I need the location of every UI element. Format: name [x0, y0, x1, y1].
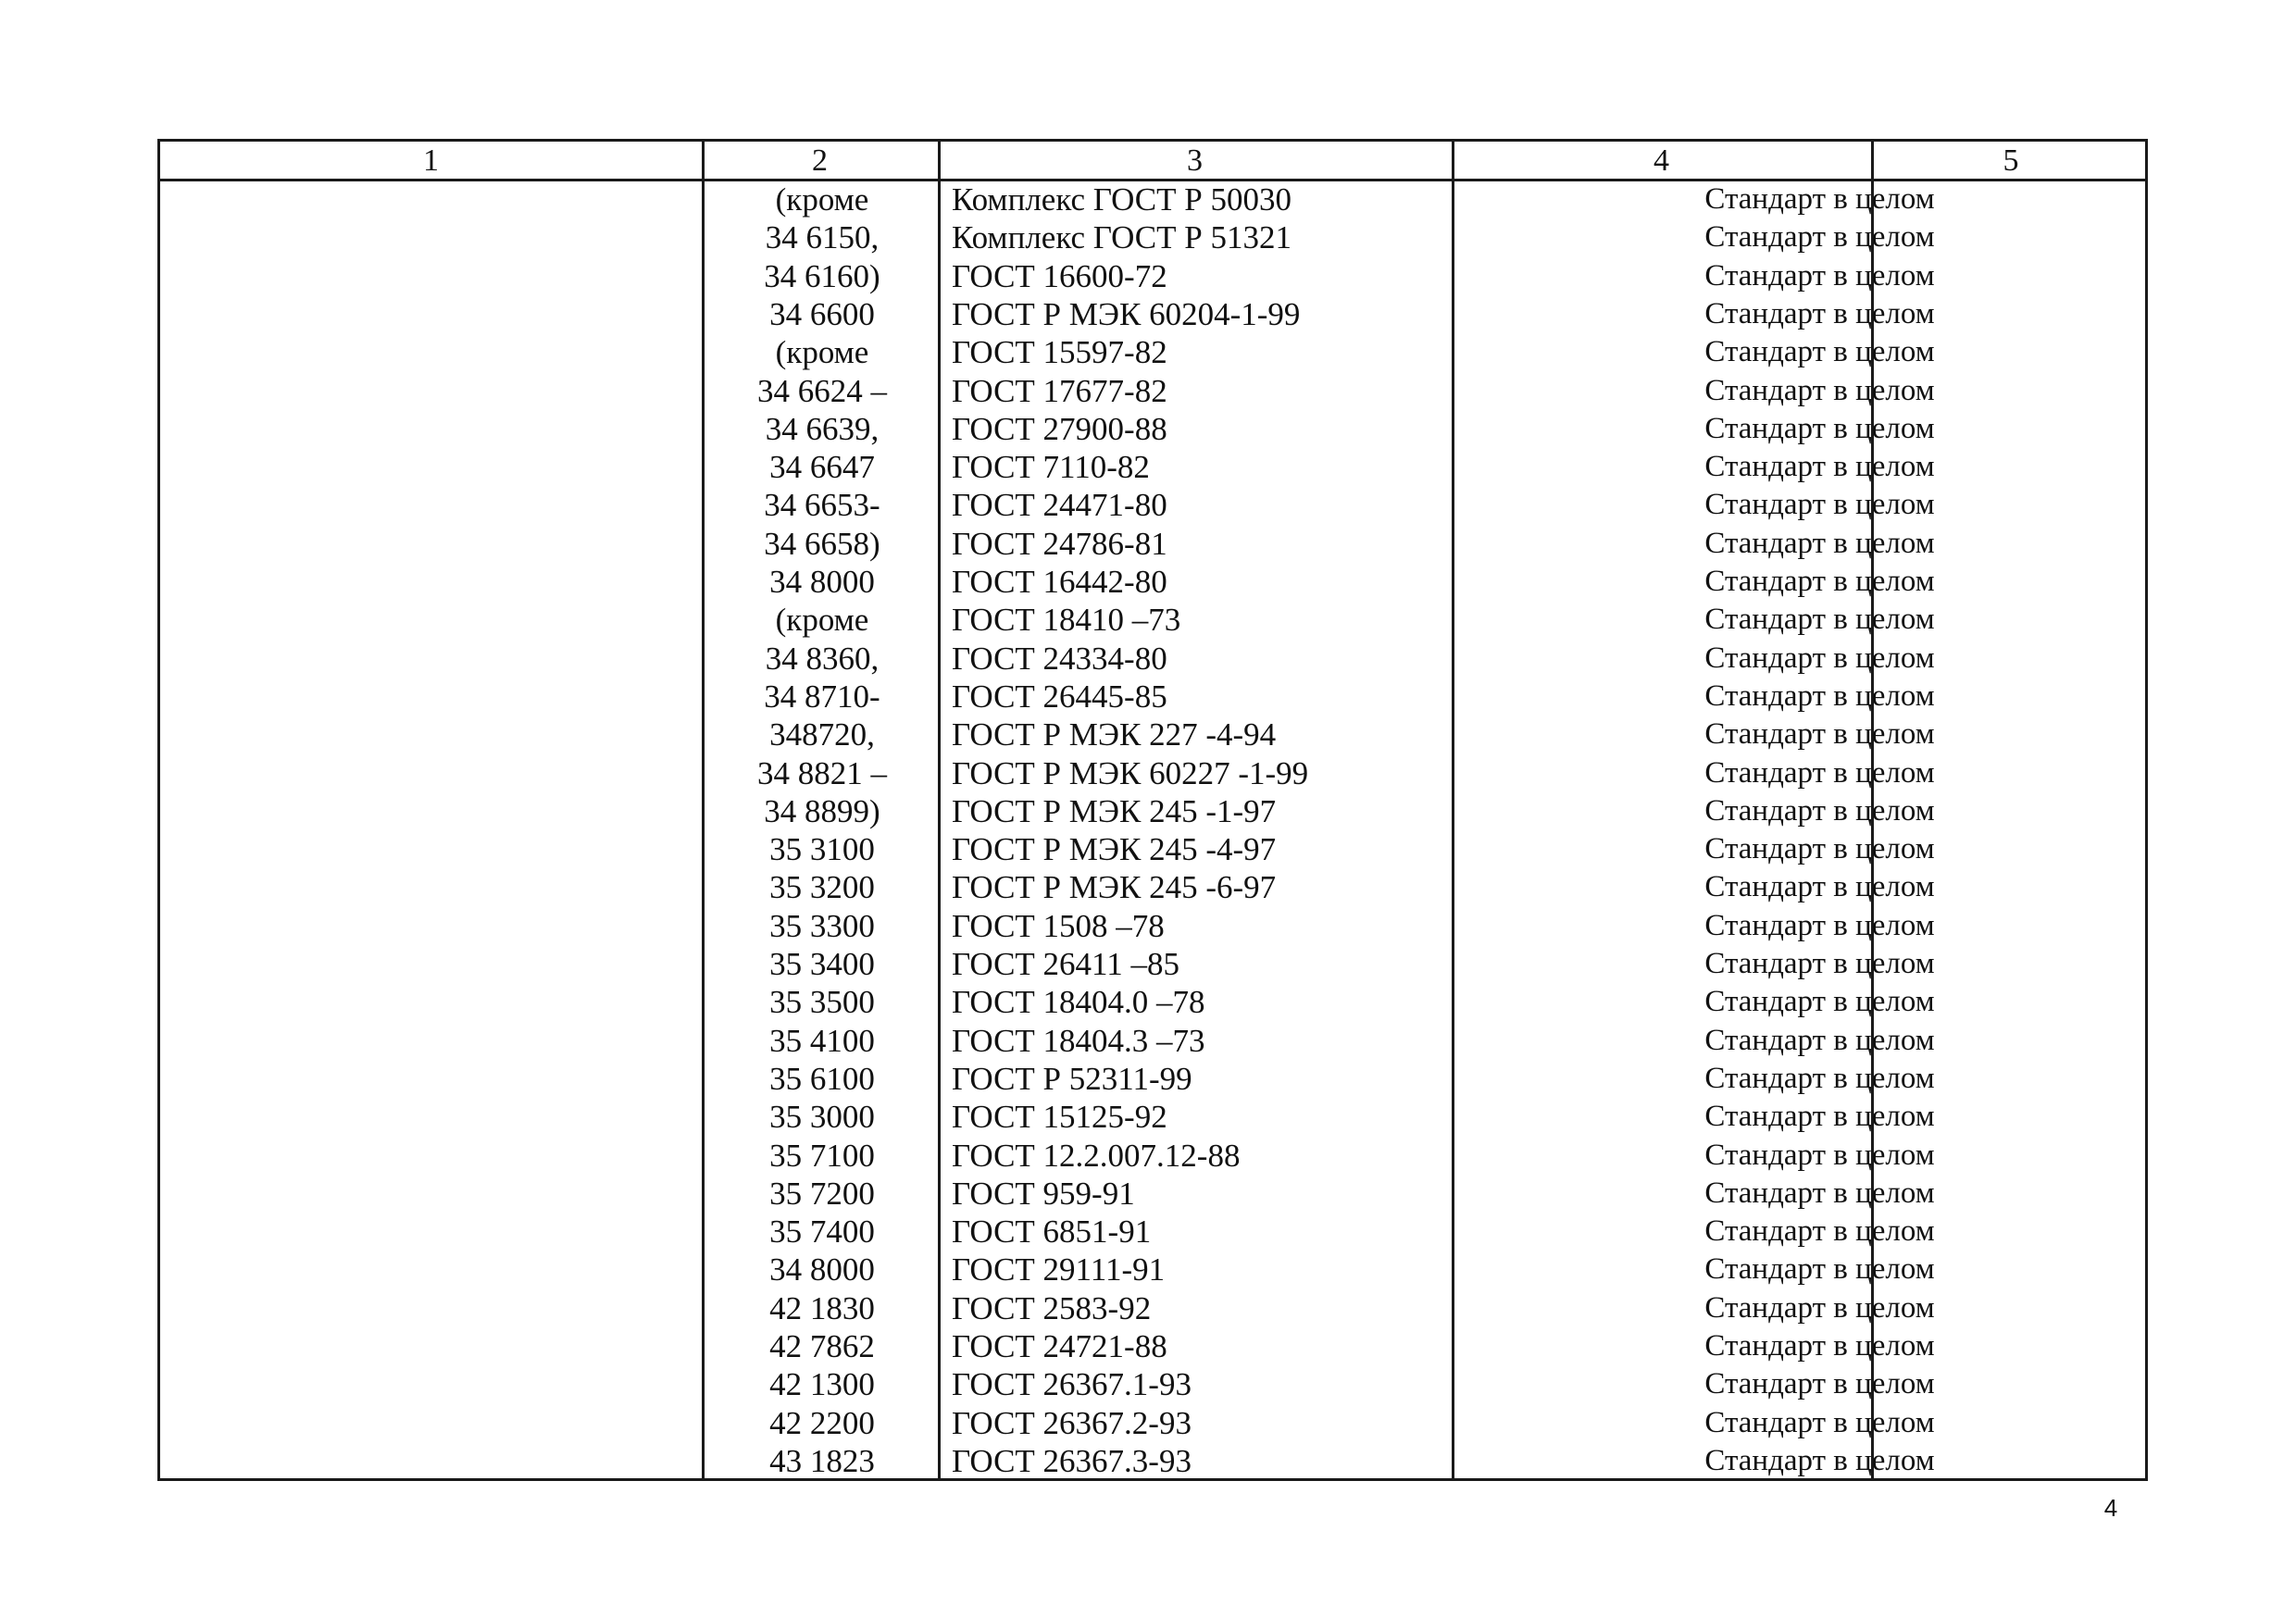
standard-cell: ГОСТ Р 52311-99: [952, 1060, 1192, 1097]
table-row: [160, 1022, 2145, 1060]
scope-cell: Стандарт в целом: [1704, 1100, 1935, 1134]
okp-code-cell: 34 8710-: [764, 678, 880, 715]
okp-code-cell: 348720,: [769, 716, 875, 753]
scope-cell: Стандарт в целом: [1704, 1290, 1935, 1325]
standard-cell: ГОСТ 17677-82: [952, 372, 1167, 409]
table-row: [160, 180, 2145, 218]
scope-cell: Стандарт в целом: [1704, 565, 1935, 598]
table-row: [160, 1365, 2145, 1403]
standard-cell: ГОСТ 12.2.007.12-88: [952, 1137, 1241, 1174]
scope-cell: Стандарт в целом: [1704, 411, 1935, 445]
okp-code-cell: 35 7400: [769, 1214, 875, 1251]
standard-cell: ГОСТ 959-91: [952, 1175, 1135, 1212]
header-col-2: 2: [812, 143, 828, 178]
standard-cell: ГОСТ 18410 –73: [952, 602, 1181, 639]
table-row: [160, 525, 2145, 563]
table-row: [160, 486, 2145, 524]
scope-cell: Стандарт в целом: [1704, 258, 1935, 292]
scope-cell: Стандарт в целом: [1704, 1329, 1935, 1363]
scope-cell: Стандарт в целом: [1704, 1405, 1935, 1439]
scope-cell: Стандарт в целом: [1704, 793, 1935, 828]
okp-code-cell: 35 6100: [769, 1060, 875, 1097]
scope-cell: Стандарт в целом: [1704, 870, 1935, 904]
table-row: [160, 1327, 2145, 1365]
table-row: [160, 792, 2145, 830]
scope-cell: Стандарт в целом: [1704, 641, 1935, 675]
table-row: [160, 1289, 2145, 1327]
scope-cell: Стандарт в целом: [1704, 1061, 1935, 1095]
standard-cell: ГОСТ 27900-88: [952, 410, 1167, 447]
table-row: [160, 907, 2145, 945]
standard-cell: ГОСТ 24721-88: [952, 1328, 1167, 1364]
scope-cell: Стандарт в целом: [1704, 985, 1935, 1019]
okp-code-cell: 42 2200: [769, 1404, 875, 1441]
okp-code-cell: 35 7100: [769, 1137, 875, 1174]
okp-code-cell: 34 8000: [769, 1251, 875, 1288]
okp-code-cell: 34 6647: [769, 449, 875, 486]
okp-code-cell: 35 3300: [769, 907, 875, 944]
table-row: [160, 410, 2145, 448]
standard-cell: ГОСТ 26411 –85: [952, 946, 1179, 982]
okp-code-cell: 42 1300: [769, 1366, 875, 1403]
scope-cell: Стандарт в целом: [1704, 1214, 1935, 1249]
standard-cell: ГОСТ 7110-82: [952, 449, 1150, 486]
okp-code-cell: 34 8821 –: [757, 754, 887, 791]
okp-code-cell: 43 1823: [769, 1442, 875, 1479]
standard-cell: ГОСТ 26367.2-93: [952, 1404, 1192, 1441]
scope-cell: Стандарт в целом: [1704, 182, 1935, 216]
standard-cell: ГОСТ 2583-92: [952, 1289, 1152, 1326]
table-row: [160, 1251, 2145, 1288]
table-row: [160, 754, 2145, 792]
scope-cell: Стандарт в целом: [1704, 526, 1935, 560]
okp-code-cell: 34 8360,: [765, 640, 880, 677]
table-row: [160, 1175, 2145, 1213]
okp-code-cell: 35 3000: [769, 1099, 875, 1136]
header-col-5: 5: [2003, 143, 2019, 178]
table-row: [160, 372, 2145, 410]
okp-code-cell: (кроме: [775, 602, 869, 639]
table-row: [160, 716, 2145, 753]
standard-cell: ГОСТ Р МЭК 60204-1-99: [952, 295, 1301, 332]
standard-cell: ГОСТ Р МЭК 245 -4-97: [952, 831, 1277, 868]
table-row: [160, 333, 2145, 371]
okp-code-cell: 35 7200: [769, 1175, 875, 1212]
standard-cell: ГОСТ Р МЭК 227 -4-94: [952, 716, 1277, 753]
okp-code-cell: 34 6639,: [765, 410, 880, 447]
page-number: 4: [2103, 1494, 2118, 1522]
table-row: [160, 868, 2145, 906]
okp-code-cell: 34 8899): [764, 792, 880, 829]
standard-cell: ГОСТ 26367.3-93: [952, 1442, 1192, 1479]
table-row: [160, 678, 2145, 716]
standard-cell: Комплекс ГОСТ Р 50030: [952, 181, 1292, 218]
table-row: [160, 1098, 2145, 1136]
table-row: [160, 945, 2145, 983]
scope-cell: Стандарт в целом: [1704, 908, 1935, 942]
table-row: [160, 983, 2145, 1021]
okp-code-cell: 42 7862: [769, 1328, 875, 1364]
standard-cell: ГОСТ 24786-81: [952, 525, 1167, 562]
standard-cell: ГОСТ 18404.0 –78: [952, 984, 1205, 1021]
table-row: [160, 448, 2145, 486]
standards-table: [157, 139, 2148, 1481]
standard-cell: ГОСТ 6851-91: [952, 1214, 1152, 1251]
table-row: [160, 830, 2145, 868]
table-row: [160, 1404, 2145, 1442]
okp-code-cell: 35 3500: [769, 984, 875, 1021]
scope-cell: Стандарт в целом: [1704, 717, 1935, 752]
okp-code-cell: 35 4100: [769, 1022, 875, 1059]
okp-code-cell: 34 6624 –: [757, 372, 887, 409]
scope-cell: Стандарт в целом: [1704, 1023, 1935, 1057]
standard-cell: ГОСТ 26367.1-93: [952, 1366, 1192, 1403]
scope-cell: Стандарт в целом: [1704, 678, 1935, 713]
scope-cell: Стандарт в целом: [1704, 450, 1935, 484]
standard-cell: ГОСТ 26445-85: [952, 678, 1167, 715]
table-row: [160, 640, 2145, 678]
standard-cell: ГОСТ 24471-80: [952, 487, 1167, 524]
standard-cell: Комплекс ГОСТ Р 51321: [952, 219, 1292, 256]
okp-code-cell: 34 6653-: [764, 487, 880, 524]
standard-cell: ГОСТ 15125-92: [952, 1099, 1167, 1136]
okp-code-cell: (кроме: [775, 181, 869, 218]
standard-cell: ГОСТ 18404.3 –73: [952, 1022, 1205, 1059]
header-col-4: 4: [1653, 143, 1669, 178]
okp-code-cell: 35 3200: [769, 869, 875, 906]
standard-cell: ГОСТ Р МЭК 245 -1-97: [952, 792, 1277, 829]
standard-cell: ГОСТ Р МЭК 60227 -1-99: [952, 754, 1309, 791]
okp-code-cell: 42 1830: [769, 1289, 875, 1326]
okp-code-cell: 34 6150,: [765, 219, 880, 256]
table-row: [160, 1442, 2145, 1480]
table-row: [160, 601, 2145, 639]
standard-cell: ГОСТ 24334-80: [952, 640, 1167, 677]
scope-cell: Стандарт в целом: [1704, 755, 1935, 790]
table-row: [160, 1213, 2145, 1251]
okp-code-cell: 34 6600: [769, 295, 875, 332]
okp-code-cell: 34 8000: [769, 564, 875, 600]
table-row: [160, 1137, 2145, 1175]
table-row: [160, 295, 2145, 333]
standard-cell: ГОСТ 29111-91: [952, 1251, 1166, 1288]
table-row: [160, 218, 2145, 256]
scope-cell: Стандарт в целом: [1704, 296, 1935, 330]
scope-cell: Стандарт в целом: [1704, 220, 1935, 255]
okp-code-cell: (кроме: [775, 334, 869, 371]
okp-code-cell: 35 3100: [769, 831, 875, 868]
table-row: [160, 563, 2145, 601]
scope-cell: Стандарт в целом: [1704, 1367, 1935, 1401]
standard-cell: ГОСТ 16442-80: [952, 564, 1167, 600]
okp-code-cell: 34 6658): [764, 525, 880, 562]
scope-cell: Стандарт в целом: [1704, 832, 1935, 866]
okp-code-cell: 34 6160): [764, 257, 880, 294]
header-col-1: 1: [423, 143, 439, 178]
table-row: [160, 1060, 2145, 1098]
header-col-3: 3: [1187, 143, 1203, 178]
scope-cell: Стандарт в целом: [1704, 1443, 1935, 1477]
table-row: [160, 257, 2145, 295]
scope-cell: Стандарт в целом: [1704, 335, 1935, 369]
scope-cell: Стандарт в целом: [1704, 488, 1935, 522]
standard-cell: ГОСТ 16600-72: [952, 257, 1167, 294]
standard-cell: ГОСТ 15597-82: [952, 334, 1167, 371]
standard-cell: ГОСТ 1508 –78: [952, 907, 1165, 944]
scope-cell: Стандарт в целом: [1704, 947, 1935, 980]
table-body: [160, 180, 2145, 1478]
scope-cell: Стандарт в целом: [1704, 603, 1935, 637]
scope-cell: Стандарт в целом: [1704, 1176, 1935, 1210]
scope-cell: Стандарт в целом: [1704, 373, 1935, 407]
scope-cell: Стандарт в целом: [1704, 1252, 1935, 1287]
standard-cell: ГОСТ Р МЭК 245 -6-97: [952, 869, 1277, 906]
okp-code-cell: 35 3400: [769, 946, 875, 982]
scope-cell: Стандарт в целом: [1704, 1138, 1935, 1172]
